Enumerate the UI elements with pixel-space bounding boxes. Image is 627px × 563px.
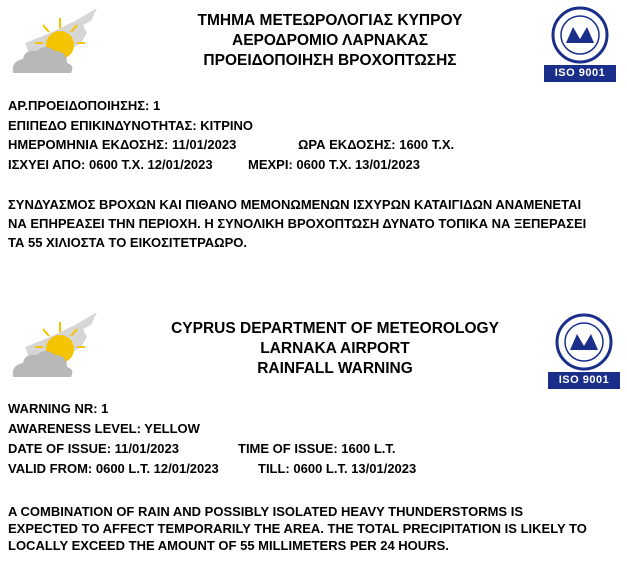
warning-text-line: A COMBINATION OF RAIN AND POSSIBLY ISOLATED HEAVY THUNDERSTORMS IS (8, 504, 523, 519)
english-section (0, 280, 627, 563)
warning-number: ΑΡ.ΠΡΟΕΙΔΟΠΟΙΗΣΗΣ: 1 (8, 98, 161, 113)
weather-logo-icon (5, 307, 115, 387)
warning-text-line: LOCALLY EXCEED THE AMOUNT OF 55 MILLIMETERS PER 24 HOURS. (8, 538, 449, 553)
english-title (115, 319, 555, 379)
time-of-issue: TIME OF ISSUE: 1600 L.T. (238, 441, 396, 456)
iso-seal (545, 312, 623, 392)
awareness-level: AWARENESS LEVEL: YELLOW (8, 421, 200, 436)
title-line: LARNAKA AIRPORT (260, 340, 410, 357)
iso-label: ISO 9001 (548, 372, 620, 389)
title-line: CYPRUS DEPARTMENT OF METEOROLOGY (171, 320, 499, 337)
warning-text-line: ΣΥΝΔΥΑΣΜΟΣ ΒΡΟΧΩΝ ΚΑΙ ΠΙΘΑΝΟ ΜΕΜΟΝΩΜΕΝΩΝ ΙΣΧΥΡΩΝ ΚΑΤΑΙΓΙΔΩΝ ΑΝΑΜΕΝΕΤΑΙ (8, 197, 582, 212)
title-line: RAINFALL WARNING (257, 360, 413, 377)
iso-seal (541, 5, 619, 85)
valid-from: VALID FROM: 0600 L.T. 12/01/2023 (8, 461, 219, 476)
warning-number: WARNING NR: 1 (8, 401, 109, 416)
certification-seal-icon (541, 5, 619, 65)
title-line: ΑΕΡΟΔΡΟΜΙΟ ΛΑΡΝΑΚΑΣ (232, 32, 428, 49)
warning-text (8, 503, 623, 554)
certification-seal-icon (545, 312, 623, 372)
warning-text-line: ΝΑ ΕΠΗΡΕΑΣΕΙ ΤΗΝ ΠΕΡΙΟΧΗ. Η ΣΥΝΟΛΙΚΗ ΒΡΟΧΟΠΤΩΣΗ ΔΥΝΑΤΟ ΤΟΠΙΚΑ ΝΑ ΞΕΠΕΡΑΣΕΙ (8, 216, 587, 231)
warning-text (8, 195, 623, 252)
weather-logo-icon (5, 3, 115, 83)
awareness-level: ΕΠΙΠΕΔΟ ΕΠΙΚΙΝΔΥΝΟΤΗΤΑΣ: ΚΙΤΡΙΝΟ (8, 118, 254, 133)
greek-section (0, 0, 627, 280)
time-of-issue: ΩΡΑ ΕΚΔΟΣΗΣ: 1600 Τ.Χ. (298, 137, 455, 152)
title-line: ΠΡΟΕΙΔΟΠΟΙΗΣΗ ΒΡΟΧΟΠΤΩΣΗΣ (203, 52, 457, 69)
date-of-issue: DATE OF ISSUE: 11/01/2023 (8, 441, 179, 456)
valid-till: ΜΕΧΡΙ: 0600 Τ.Χ. 13/01/2023 (248, 157, 421, 172)
warning-text-line: ΤΑ 55 ΧΙΛΙΟΣΤΑ ΤΟ ΕΙΚΟΣΙΤΕΤΡΑΩΡΟ. (8, 235, 247, 250)
title-line: ΤΜΗΜΑ ΜΕΤΕΩΡΟΛΟΓΙΑΣ ΚΥΠΡΟΥ (197, 12, 463, 29)
date-of-issue: ΗΜΕΡΟΜΗΝΙΑ ΕΚΔΟΣΗΣ: 11/01/2023 (8, 137, 237, 152)
valid-from: ΙΣΧΥΕΙ ΑΠΟ: 0600 Τ.Χ. 12/01/2023 (8, 157, 213, 172)
valid-till: TILL: 0600 L.T. 13/01/2023 (258, 461, 417, 476)
warning-text-line: EXPECTED TO AFFECT TEMPORARILY THE AREA. THE TOTAL PRECIPITATION IS LIKELY TO (8, 521, 587, 536)
greek-title (110, 11, 550, 71)
iso-label: ISO 9001 (544, 65, 616, 82)
